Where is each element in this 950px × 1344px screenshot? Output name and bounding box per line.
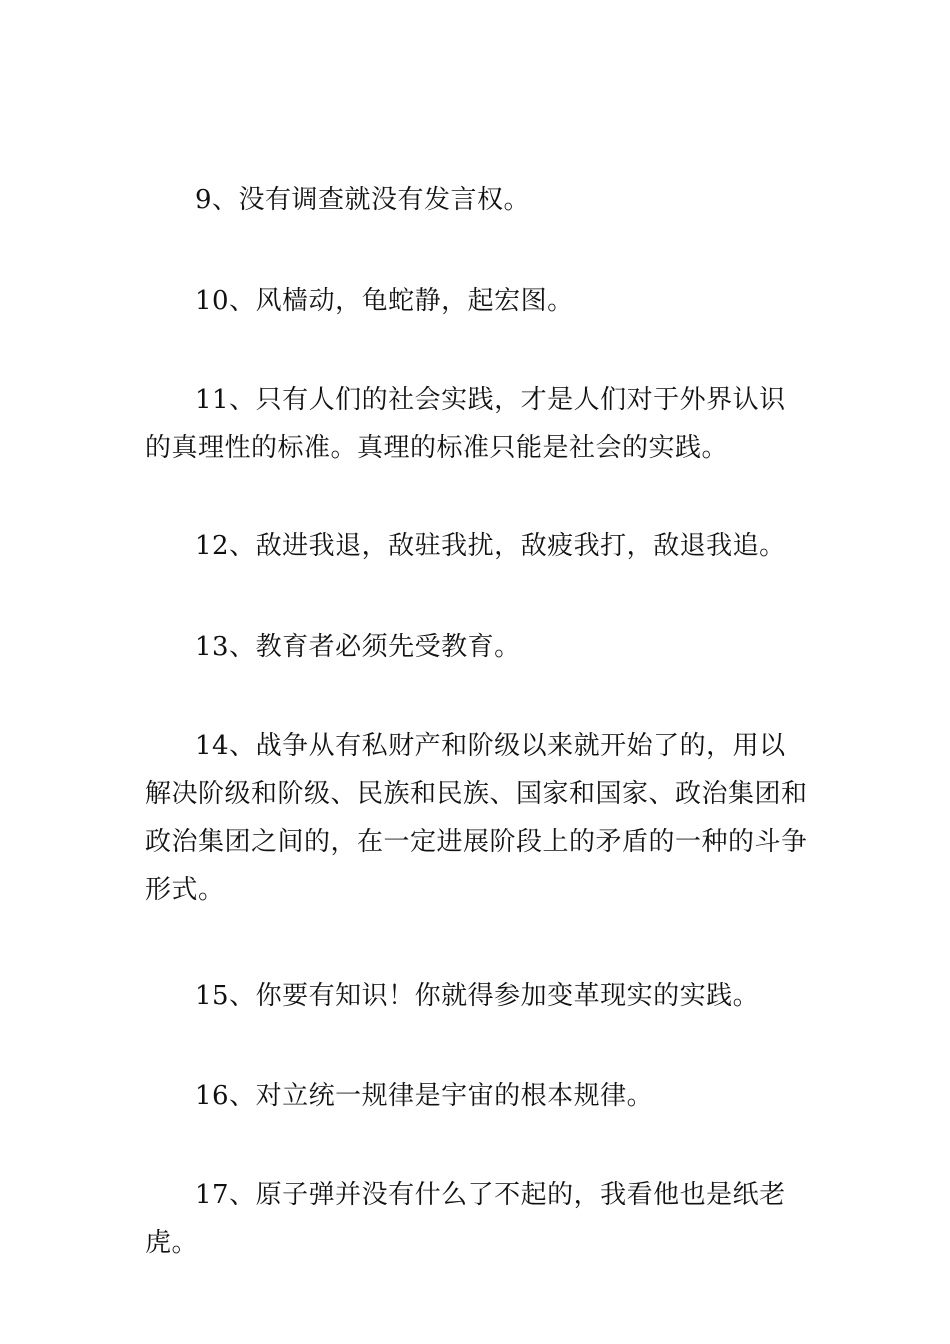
paragraph-14: 14、战争从有私财产和阶级以来就开始了的，用以解决阶级和阶级、民族和民族、国家和国家、政治集团和政治集团之间的，在一定进展阶段上的矛盾的一种的斗争形式。 (145, 731, 808, 905)
paragraph-13: 13、教育者必须先受教育。 (195, 632, 521, 662)
paragraph-17: 17、原子弹并没有什么了不起的，我看他也是纸老虎。 (145, 1180, 786, 1258)
paragraph-15: 15、你要有知识！你就得参加变革现实的实践。 (195, 981, 760, 1011)
paragraph-12: 12、敌进我退，敌驻我扰，敌疲我打，敌退我追。 (195, 531, 786, 561)
paragraph-16: 16、对立统一规律是宇宙的根本规律。 (195, 1081, 654, 1111)
paragraph-10: 10、风樯动，龟蛇静，起宏图。 (195, 286, 574, 316)
paragraph-11: 11、只有人们的社会实践，才是人们对于外界认识的真理性的标准。真理的标准只能是社会的实践。 (145, 385, 786, 463)
paragraph-9: 9、没有调查就没有发言权。 (195, 185, 531, 215)
